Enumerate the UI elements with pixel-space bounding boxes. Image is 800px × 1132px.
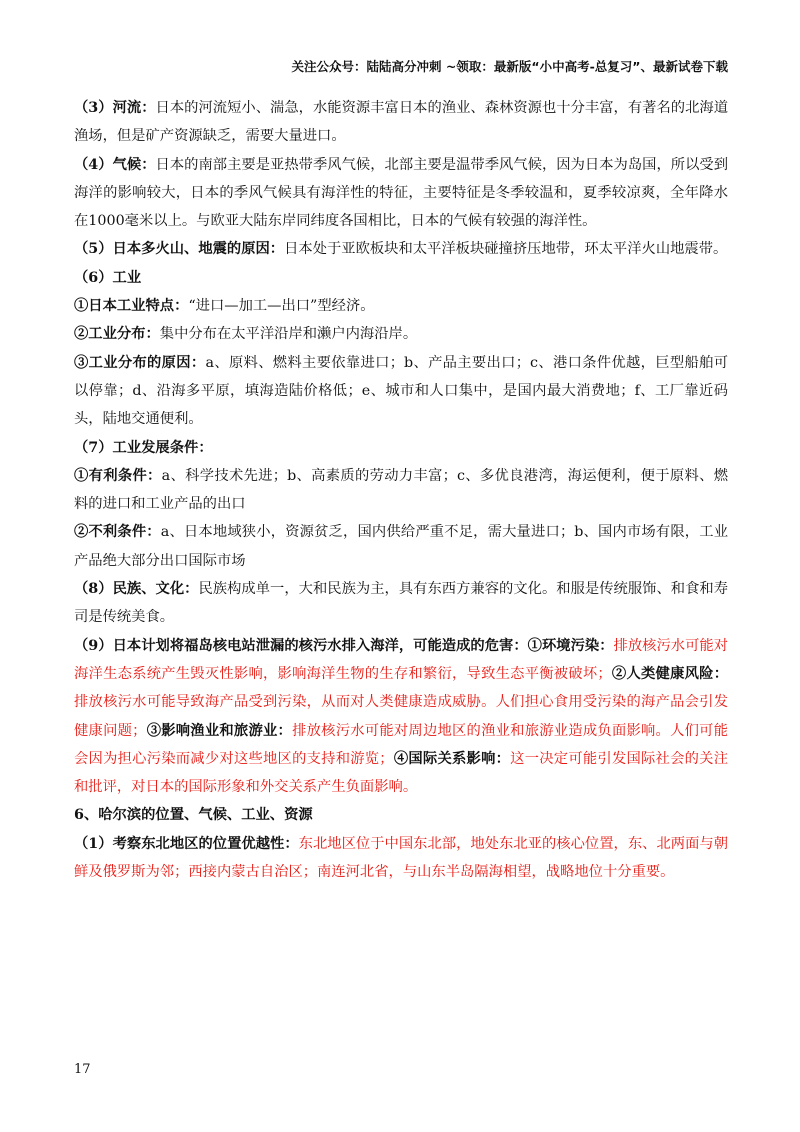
body-text: 集中分布在太平洋沿岸和濑户内海沿岸。: [159, 326, 418, 343]
body-text: 日本处于亚欧板块和太平洋板块碰撞挤压地带，环太平洋火山地震带。: [284, 241, 728, 258]
body-text: 日本的河流短小、湍急，水能资源丰富日本的渔业、森林资源也十分丰富，有著名的北海道渔场，但是矿产资源缺乏，需要大量进口。: [74, 100, 728, 145]
paragraph: [74, 830, 728, 887]
paragraph: [74, 292, 728, 320]
paragraph: [74, 462, 728, 519]
highlight-text: 排放核污水可能导致海产品受到污染，从而对人类健康造成威胁。人们担心食用受污染的海产品会引发健康问题；: [74, 694, 728, 739]
paragraph: [74, 151, 728, 236]
paragraph: [74, 349, 728, 434]
body-text: a、日本地域狭小，资源贫乏，国内供给严重不足，需大量进口；b、国内市场有限，工业产品绝大部分出口国际市场: [74, 524, 729, 569]
page-number: 17: [74, 1062, 91, 1077]
body-text: a、原料、燃料主要依靠进口；b、产品主要出口；c、港口条件优越，巨型船舶可以停靠；d、沿海多平原，填海造陆价格低；e、城市和人口集中，是国内最大消费地；f、工厂靠近码头，陆地交通便利。: [74, 354, 729, 428]
page-header: 关注公众号：陆陆高分冲刺 ~领取：最新版“小中高考-总复习”、最新试卷下载: [291, 59, 728, 74]
bold-text: （8）民族、文化：: [74, 581, 199, 598]
highlight-text: 排放核污水可能对海洋生态系统产生毁灭性影响，影响海洋生物的生存和繁衍，导致生态平衡被破坏；: [74, 637, 728, 682]
bold-text: ②人类健康风险：: [611, 665, 728, 682]
body-text: “进口—加工—出口”型经济。: [188, 298, 375, 315]
body-text: 日本的南部主要是亚热带季风气候，北部主要是温带季风气候，因为日本为岛国，所以受到海洋的影响较大，日本的季风气候具有海洋性的特征，主要特征是冬季较温和，夏季较凉爽，全年降水在1000毫米以上。与欧亚大陆东岸同纬度各国相比，日本的气候有较强的海洋性。: [74, 156, 728, 230]
bold-text: （3）河流：: [74, 100, 156, 116]
bold-text: 6、哈尔滨的位置、气候、工业、资源: [74, 807, 313, 824]
paragraph: [74, 264, 728, 292]
bold-text: ①日本工业特点：: [74, 298, 189, 315]
bold-text: ③工业分布的原因：: [74, 354, 206, 371]
document-body: [74, 94, 728, 886]
paragraph: [74, 434, 728, 462]
bold-text: ②不利条件：: [74, 524, 161, 541]
highlight-text: 排放核污水可能对周边地区的渔业和旅游业造成负面影响。人们可能会因为担心污染而减少对这些地区的支持和游览；: [74, 722, 729, 767]
paragraph: [74, 320, 728, 348]
highlight-text: 东北地区位于中国东北部，地处东北亚的核心位置，东、北两面与朝鲜及俄罗斯为邻；西接内蒙古自治区；南连河北省，与山东半岛隔海相望，战略地位十分重要。: [74, 835, 729, 881]
bold-text: （6）工业: [74, 269, 142, 286]
paragraph: [74, 518, 728, 575]
bold-text: （4）气候：: [74, 156, 156, 173]
highlight-text: 这一决定可能引发国际社会的关注和批评，对日本的国际形象和外交关系产生负面影响。: [74, 750, 729, 796]
paragraph: [74, 94, 728, 151]
bold-text: （5）日本多火山、地震的原因：: [74, 241, 285, 258]
bold-text: （1）考察东北地区的位置优越性：: [74, 835, 299, 852]
bold-text: ④国际关系影响：: [393, 750, 511, 767]
body-text: 民族构成单一，大和民族为主，具有东西方兼容的文化。和服是传统服饰、和食和寿司是传统美食。: [74, 581, 728, 626]
bold-text: （9）日本计划将福岛核电站泄漏的核污水排入海洋，可能造成的危害：①环境污染：: [74, 637, 614, 654]
paragraph: [74, 575, 728, 632]
bold-text: ②工业分布：: [74, 326, 160, 343]
paragraph: [74, 801, 728, 829]
bold-text: （7）工业发展条件：: [74, 439, 213, 456]
bold-text: ③影响渔业和旅游业：: [146, 722, 293, 739]
bold-text: ①有利条件：: [74, 467, 162, 484]
paragraph: [74, 235, 728, 263]
body-text: a、科学技术先进；b、高素质的劳动力丰富；c、多优良港湾，海运便利，便于原料、燃料的进口和工业产品的出口: [74, 467, 728, 513]
paragraph: [74, 632, 728, 802]
